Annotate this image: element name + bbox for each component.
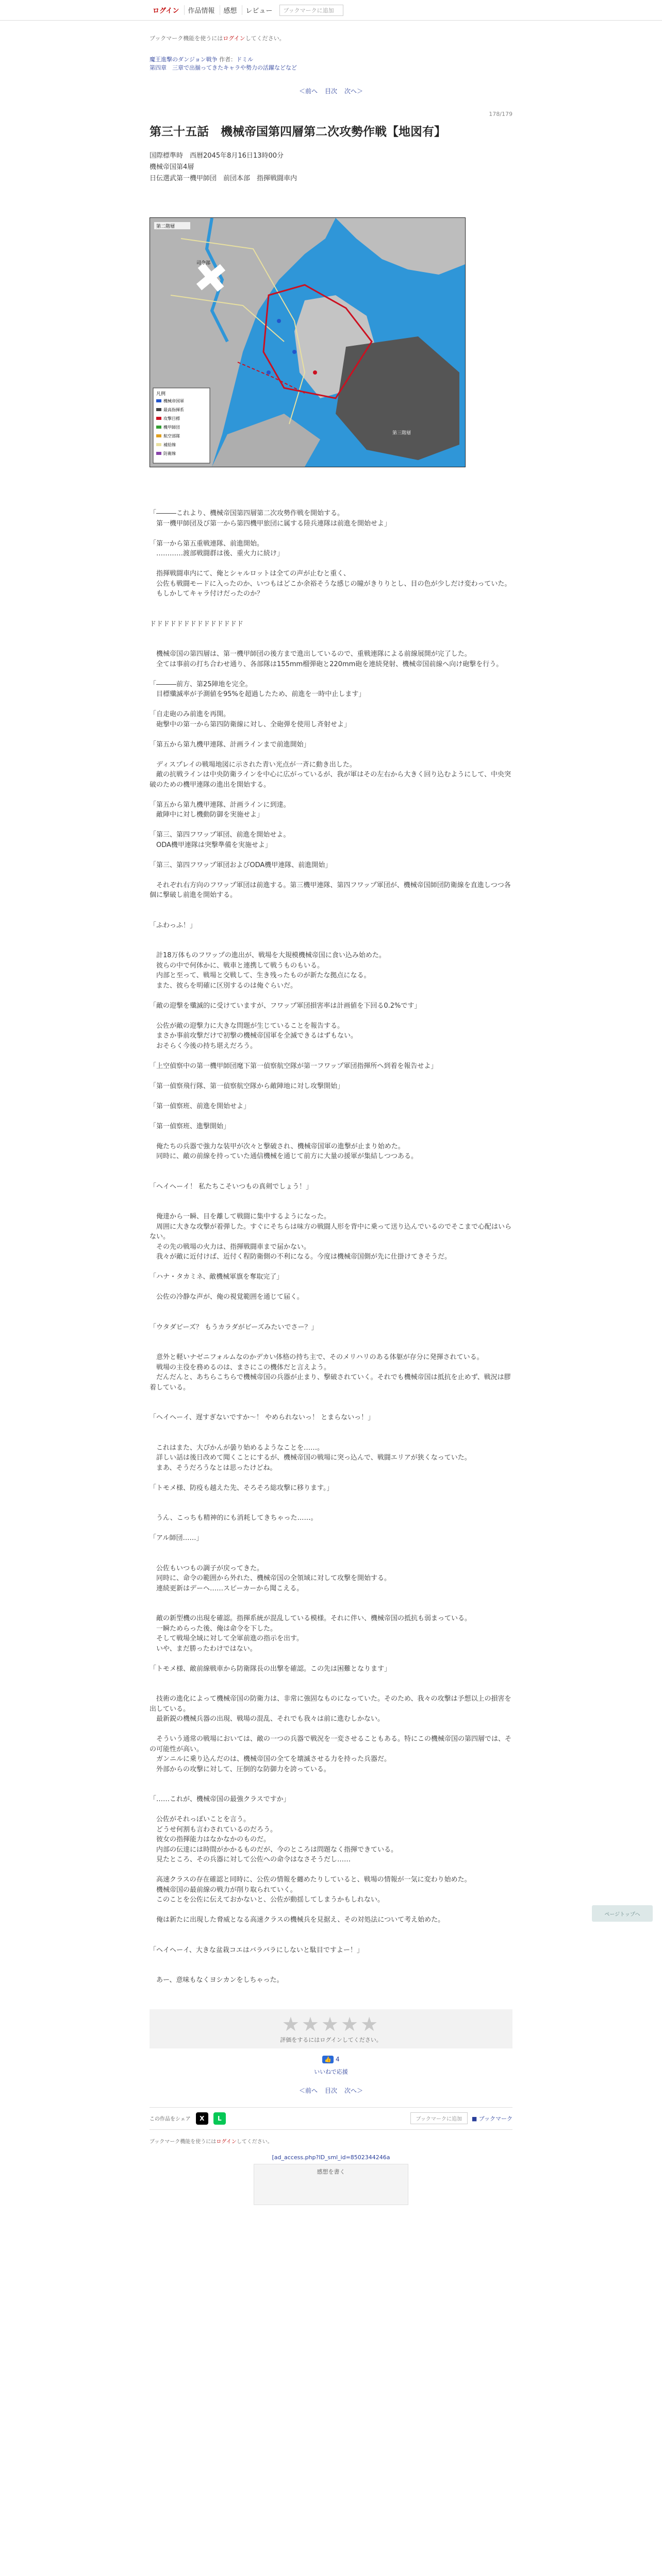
body-paragraph: ODA機甲連隊は突撃準備を実施せよ」 — [150, 841, 272, 849]
body-paragraph: そして戦場全域に対して全軍前進の指示を出す。 — [150, 1635, 303, 1642]
body-paragraph: 公佐もいつもの調子が戻ってきた。 — [150, 1564, 264, 1572]
body-paragraph — [150, 1865, 512, 1875]
ad-box[interactable] — [254, 2164, 408, 2205]
body-paragraph: 「敵の迎撃を殲滅的に受けていますが、フワップ軍団損害率は計画値を下回る0.2%です」 — [150, 1002, 421, 1010]
body-paragraph — [150, 1433, 512, 1443]
body-paragraph — [150, 639, 512, 650]
body-paragraph: …………渡部戦闘群は後、重火力に続け」 — [150, 550, 284, 557]
body-paragraph — [150, 941, 512, 951]
like-count-row — [150, 2056, 512, 2063]
toc-link[interactable]: 目次 — [324, 88, 337, 95]
body-paragraph: このことを公佐に伝えておかないと、公佐が動揺してしまうかもしれない。 — [150, 1896, 385, 1904]
body-paragraph — [150, 1162, 512, 1172]
body-paragraph: 「アル師団……」 — [150, 1534, 203, 1542]
body-paragraph — [150, 1192, 512, 1202]
body-paragraph: 敵の新型機の出現を確認。指揮系統が混乱している模様。それに伴い、機械帝国の抵抗も弱まっている。 — [150, 1615, 472, 1622]
body-paragraph — [150, 1202, 512, 1212]
body-paragraph: 「第五から第九機甲連隊、計画ラインに到達。 — [150, 801, 290, 809]
prev-chapter-link[interactable]: ＜前へ — [299, 2087, 318, 2094]
top-bar — [0, 0, 662, 21]
body-paragraph — [150, 1594, 512, 1604]
next-chapter-link[interactable]: 次へ＞ — [344, 2087, 363, 2094]
body-paragraph: まさか事前攻撃だけで初撃の機械帝国軍を全滅できるはずもない。 — [150, 1032, 358, 1040]
line-share-icon[interactable]: L — [213, 2112, 226, 2125]
body-paragraph — [150, 1011, 512, 1021]
body-paragraph — [150, 1503, 512, 1514]
body-paragraph — [150, 1935, 512, 1945]
body-paragraph: 全ては事前の打ち合わせ通り、各部隊は155mm榴弾砲と220mm砲を連続発射、機械帝国前線へ向け砲撃を行う。 — [150, 660, 503, 668]
body-paragraph — [150, 1051, 512, 1061]
battle-map-svg — [150, 218, 465, 467]
map-legend — [153, 388, 210, 463]
body-paragraph: 内部の伝達には時間がかかるものだが、今のところは問題なく指揮できている。 — [150, 1845, 398, 1854]
body-paragraph: 公佐が敵の迎撃力に大きな問題が生じていることを報告する。 — [150, 1022, 344, 1030]
main-content — [150, 34, 512, 2205]
body-paragraph: 砲撃中の第一から第四防衛線に対し、全砲弾を使用し斉射せよ」 — [150, 720, 351, 728]
body-paragraph — [150, 1473, 512, 1483]
body-paragraph: 俺たちの兵器で強力な装甲が次々と撃破され、機械帝国軍の進撃が止まり始めた。 — [150, 1142, 405, 1150]
body-paragraph — [150, 1805, 512, 1815]
body-paragraph: 周囲に大きな攻撃が着弾した。すぐにそちらは味方の戦闘人形を背中に乗って送り込んでいるのでそこまで心配はいらない。 — [150, 1223, 512, 1241]
body-paragraph: 第一機甲師団及び第一から第四機甲旅団に属する陸兵連隊は前進を開始せよ」 — [150, 519, 391, 528]
body-paragraph: これはまた、大ぴかんが曇り始めるようなことを……。 — [150, 1444, 324, 1452]
body-paragraph: どうせ何割も言わされているのだろう。 — [150, 1825, 277, 1834]
body-paragraph: 敵陣中に対し機動防御を実施せよ」 — [150, 811, 264, 819]
body-paragraph — [150, 1774, 512, 1785]
preface-line: 機械帝国第4層 — [150, 163, 194, 171]
toc-link[interactable]: 目次 — [324, 2087, 337, 2094]
body-paragraph — [150, 750, 512, 760]
body-paragraph: 高速クラスの存在確認と同時に、公佐の情報を纏めたりしていると、戦場の情報が一気に変わり始めた。 — [150, 1876, 471, 1884]
author-label: 作者： — [219, 56, 237, 63]
body-paragraph — [150, 1955, 512, 1965]
series-info — [150, 56, 512, 72]
body-paragraph: ガンニルに乗り込んだのは、機械帝国の全てを壊滅させる力を持った兵器だ。 — [150, 1755, 391, 1763]
map-unit-marker — [277, 319, 281, 323]
body-paragraph: 「……これが、機械帝国の最強クラスですか」 — [150, 1795, 290, 1803]
body-paragraph — [150, 1544, 512, 1554]
body-paragraph: 「第一偵察飛行隊、第一偵察航空隊から敵陣地に対し攻撃開始」 — [150, 1082, 344, 1090]
body-paragraph: それぞれ右方向のフワップ軍団は前進する。第三機甲連隊、第四フワップ軍団が、機械帝国師団防衛線を直進しつつ各個に撃破し前進を開始する。 — [150, 881, 511, 899]
body-paragraph: あー、意味もなくヨシカンをしちゃった。 — [150, 1976, 284, 1984]
body-paragraph — [150, 1393, 512, 1403]
bookmark-link[interactable] — [472, 2114, 512, 2123]
body-paragraph — [150, 1071, 512, 1081]
body-paragraph — [150, 901, 512, 911]
body-paragraph: 同時に、敵の前線を持っていた通信機械を通じて前方に大量の援軍が集結しつつある。 — [150, 1153, 418, 1160]
bottom-notice-suffix: してください。 — [236, 2139, 273, 2145]
body-paragraph: 「第一偵察班、前進を開始せよ」 — [150, 1102, 251, 1110]
body-paragraph: 機械帝国の最前線の戦力が削り取られていく。 — [150, 1886, 297, 1894]
body-paragraph — [150, 1131, 512, 1142]
body-paragraph: 「第五から第九機甲連隊、計画ラインまで前進開始」 — [150, 740, 310, 749]
body-paragraph — [150, 1403, 512, 1413]
body-paragraph: 「トモメ様、防疫も越えた先、そろそろ総攻撃に移ります。」 — [150, 1484, 334, 1492]
map-legend-title: 凡例 — [156, 392, 166, 397]
body-paragraph: ディスプレイの戦場地図に示された青い光点が一斉に動き出した。 — [150, 760, 356, 769]
body-paragraph — [150, 930, 512, 941]
body-paragraph: 彼女の指揮能力はなかなかのものだ。 — [150, 1836, 271, 1843]
like-button-label: いいねで応援 — [314, 2068, 348, 2075]
preface — [150, 150, 512, 184]
body-paragraph — [150, 1724, 512, 1735]
bottom-notice-login-link[interactable]: ログイン — [216, 2139, 237, 2145]
body-paragraph: 「―――前方、第25陣地を完全。 — [150, 680, 252, 688]
body-paragraph — [150, 1172, 512, 1182]
body-paragraph: 「―――これより、機械帝国第四層第二次攻勢作戦を開始する。 — [150, 510, 344, 517]
share-area — [150, 2112, 226, 2125]
body-paragraph: 詳しい話は後日改めて聞くことにするが、機械帝国の戦場に突っ込んで、戦闘エリアが狭くなっていた。 — [150, 1454, 471, 1462]
body-paragraph: おそらく今後の持ち堪えだろう。 — [150, 1042, 257, 1050]
bottom-bookmark-notice — [150, 2137, 512, 2145]
body-paragraph: 公佐も戦闘モードに入ったのか、いつもはどこか余裕そうな感じの瞳がきりりとし、目の色が少しだけ変わっていた。 — [150, 580, 511, 588]
body-paragraph: 指揮戦闘車内にて、俺とシャルロットは全ての声が止むと重く、 — [150, 570, 350, 578]
rating-box — [150, 2009, 512, 2048]
bookmark-notice-login-link[interactable]: ログイン — [223, 35, 245, 42]
body-paragraph — [150, 1312, 512, 1323]
body-paragraph: 技術の進化によって機械帝国の防衛力は、非常に強固なものになっていた。そのため、我々の攻撃は予想以上の損害を出している。 — [150, 1695, 511, 1713]
body-paragraph: 機械帝国の第四層は、第一機甲師団の後方まで進出しているので、重戦連隊による前線展開が完了した。 — [150, 650, 471, 658]
bookmark-area — [410, 2112, 512, 2124]
body-paragraph: 内部と至って、戦場と交戦して、生き残ったものが新たな拠点になる。 — [150, 972, 371, 979]
body-paragraph — [150, 599, 512, 609]
body-paragraph — [150, 850, 512, 860]
body-paragraph: 計18万体ものフワップの進出が、戦場を大規模機械帝国に食い込み始めた。 — [150, 952, 386, 959]
series-title-link[interactable]: 魔王進撃のダンジョン戦争 — [150, 56, 218, 63]
body-paragraph — [150, 730, 512, 740]
share-label: この作品をシェア — [150, 2116, 191, 2122]
map-label-hq: 司令部 — [196, 261, 211, 266]
body-paragraph — [150, 790, 512, 800]
body-paragraph — [150, 559, 512, 569]
body-paragraph — [150, 991, 512, 1001]
map-label-area: 第二階層 — [156, 224, 175, 229]
ad-caption: 感想を書く — [317, 2168, 345, 2175]
body-paragraph: また、彼らを明確に区別するのは俺ぐらいだ。 — [150, 981, 297, 990]
body-paragraph: 最新鋭の機械兵器の出現、戦場の混乱、それでも我々は前に進むしかない。 — [150, 1715, 385, 1723]
body-paragraph — [150, 1282, 512, 1293]
chapter-nav-bottom — [150, 2086, 512, 2095]
body-paragraph: 「第一から第五重戦連隊、前進開始。 — [150, 539, 264, 548]
body-paragraph: 彼らの中で何体かに、戦車と連携して戦うものもいる。 — [150, 961, 324, 970]
body-paragraph: 「ヘイヘーイ、大きな盆栽コエはバラバラにしないと駄目ですよー！」 — [150, 1946, 363, 1954]
map-legend-item: 最高指揮系 — [163, 408, 184, 412]
page-top-tab[interactable]: ページトップへ — [592, 1905, 653, 1922]
body-paragraph — [150, 629, 512, 639]
login-link[interactable]: ログイン — [153, 7, 179, 15]
battle-map-image[interactable] — [150, 217, 466, 467]
body-paragraph — [150, 1654, 512, 1664]
body-paragraph — [150, 700, 512, 710]
map-legend-item: 補給線 — [163, 443, 176, 447]
body-paragraph: 公佐の冷静な声が、俺の視覚範囲を通じて届く。 — [150, 1293, 304, 1301]
body-paragraph — [150, 1262, 512, 1273]
bookmark-icon: ■ — [471, 2115, 477, 2122]
map-legend-item: 防衛線 — [163, 451, 176, 456]
chapter-nav-top — [150, 87, 512, 95]
body-paragraph: 公佐がそれっぽいことを言う。 — [150, 1816, 251, 1823]
body-paragraph: そういう通常の戦場においては、敵の一つの兵器で戦況を一変させることもある。特にこの機械帝国の第四層では、その可能性が高い。 — [150, 1735, 512, 1753]
body-paragraph: だんだんと、あちらこちらで機械帝国の兵器が止まり、撃破されていく。それでも機械帝国は抵抗を止めず、戦況は膠着している。 — [150, 1374, 511, 1392]
map-label-enemy: 第三階層 — [392, 431, 411, 436]
preface-line: 日伝選武第一機甲師団 前団本部 指揮戦闘車内 — [150, 175, 297, 182]
nav-work-info[interactable]: 作品情報 — [184, 5, 218, 15]
body-paragraph — [150, 1493, 512, 1503]
body-paragraph: 敵の抗戦ラインは中央防衛ラインを中心に広がっているが、我が軍はその左右から大きく回り込むようにして、中央突破のための機甲連隊の進出を開始する。 — [150, 771, 511, 789]
chapter-body — [150, 509, 512, 1986]
like-count: 4 — [335, 2055, 340, 2063]
body-paragraph — [150, 820, 512, 831]
map-legend-item: 航空部隊 — [163, 434, 180, 438]
map-unit-marker — [292, 350, 296, 354]
body-paragraph — [150, 910, 512, 921]
bookmark-label: ブックマーク — [478, 2115, 512, 2122]
body-paragraph: 「トモメ様、敵前線戦車から防衛隊長の出撃を確認。この先は困難となります」 — [150, 1665, 391, 1673]
bookmark-notice — [150, 34, 512, 42]
body-paragraph: 「ヘイヘーイ、遅すぎないですか〜！ やめられないっ！ とまらないっ！」 — [150, 1414, 375, 1421]
bookmark-notice-suffix: してください。 — [245, 35, 285, 42]
body-paragraph: 「第三、第四フワップ軍団、前進を開始せよ。 — [150, 831, 290, 839]
body-paragraph: ドドドドドドドドドドドドドド — [150, 620, 244, 628]
body-paragraph: 戦場の主役を務めるのは、まさにこの機体だと言えよう。 — [150, 1363, 331, 1371]
body-paragraph — [150, 1553, 512, 1564]
body-paragraph: 「ふわっふ！」 — [150, 921, 196, 929]
next-chapter-link[interactable]: 次へ＞ — [344, 88, 363, 95]
body-paragraph — [150, 1674, 512, 1684]
prev-chapter-link[interactable]: ＜前へ — [299, 88, 318, 95]
page-number: 178/179 — [489, 111, 512, 117]
body-paragraph — [150, 870, 512, 880]
nav-reviews[interactable]: レビュー — [242, 5, 275, 15]
body-paragraph: うん、こっちも精神的にも消耗してきちゃった……。 — [150, 1514, 318, 1522]
map-unit-marker — [313, 370, 317, 375]
body-paragraph: 「ヘイヘーイ！ 私たちこそいつもの真剣でしょう！」 — [150, 1182, 313, 1191]
body-paragraph — [150, 1523, 512, 1534]
chapter-title: 第三十五話 機械帝国第四層第二次攻勢作戦【地図有】 — [150, 125, 446, 139]
body-paragraph — [150, 1091, 512, 1101]
body-paragraph — [150, 1423, 512, 1433]
body-paragraph — [150, 1111, 512, 1122]
map-unit-marker — [267, 370, 271, 375]
body-paragraph: 我々が敵に近付けば、近付く程防衛側の不利になる。今度は機械帝国側が先に仕掛けてきそうだ。 — [150, 1253, 452, 1261]
author-link[interactable]: ドミル — [236, 56, 254, 63]
body-paragraph — [150, 1684, 512, 1694]
nav-impressions[interactable]: 感想 — [220, 5, 240, 15]
body-paragraph: まあ、そうだろうなとは思ったけどね。 — [150, 1464, 277, 1472]
rating-stars[interactable]: ★★★★★ — [282, 2012, 380, 2036]
body-paragraph — [150, 1604, 512, 1614]
body-paragraph: 目標殲滅率が予測値を95%を超過したため、前進を一時中止します」 — [150, 690, 366, 698]
body-paragraph: その先の戦場の火力は、指揮戦闘車まで届かない。 — [150, 1243, 311, 1251]
body-paragraph — [150, 1302, 512, 1313]
body-paragraph: 「ウタダビーズ？ もうカラダがビーズみたいでさー？」 — [150, 1323, 318, 1331]
bookmark-add-button[interactable]: ブックマークに追加 — [279, 5, 343, 16]
chapter-group-line: 第四章 三章で出揃ってきたキャラや勢力の活躍などなど — [150, 64, 297, 71]
body-paragraph: 同時に、命令の範囲から外れた、機械帝国の全領域に対して攻撃を開始する。 — [150, 1574, 391, 1582]
x-share-icon[interactable]: X — [196, 2112, 208, 2125]
body-paragraph: いや、まだ勝ったわけではない。 — [150, 1645, 257, 1653]
body-paragraph — [150, 1332, 512, 1343]
body-paragraph: 「上空偵察中の第一機甲師団麾下第一偵察航空隊が第一フワップ軍団指揮所へ到着を報告せよ」 — [150, 1062, 438, 1070]
body-paragraph: 俺は新たに出現した脅威となる高速クラスの機械兵を見据え、その対処法について考え始めた。 — [150, 1916, 445, 1924]
preface-line: 国際標準時 西暦2045年8月16日13時00分 — [150, 152, 284, 160]
body-paragraph — [150, 1965, 512, 1976]
body-paragraph: 「ハナ・タカミネ、敵機械軍旗を奪取完了」 — [150, 1273, 284, 1281]
body-paragraph: 見たところ、その兵器に対して公佐への命令はなさそうだし…… — [150, 1856, 351, 1863]
body-paragraph: 連続更新はデーヘ……スピーカーから聞こえる。 — [150, 1584, 304, 1592]
rating-note: 評価をするにはログインしてください。 — [280, 2036, 382, 2043]
body-paragraph: 一瞬ためらった後、俺は命令を下した。 — [150, 1624, 277, 1633]
body-paragraph: 俺達から一瞬、目を離して戦闘に集中するようになった。 — [150, 1213, 331, 1221]
body-paragraph — [150, 1785, 512, 1795]
body-paragraph — [150, 609, 512, 619]
body-paragraph: 「第三、第四フワップ軍団およびODA機甲連隊、前進開始」 — [150, 861, 332, 869]
body-paragraph: 「自走砲のみ前進を再開。 — [150, 710, 230, 718]
bookmark-add-button-bottom[interactable]: ブックマークに追加 — [410, 2112, 468, 2124]
body-paragraph: もしかしてキャラ付けだったのか？ — [150, 590, 264, 598]
thumbs-up-icon: 👍 — [322, 2056, 334, 2063]
bottom-notice-prefix: ブックマーク機能を使うには — [150, 2139, 217, 2145]
ad-link[interactable]: [ad_access.php?ID_sml_id=8502344246a — [272, 2154, 390, 2161]
body-paragraph: 外部からの攻撃に対して、圧倒的な防御力を誇っている。 — [150, 1765, 330, 1773]
map-legend-item: 機械帝国軍 — [163, 399, 184, 403]
body-paragraph: 意外と軽いナゼニフォルムなのかデカい体格の持ち主で、そのメリハリのある体躯が存分に発揮されている。 — [150, 1353, 484, 1361]
body-paragraph — [150, 1343, 512, 1353]
body-paragraph — [150, 669, 512, 680]
body-paragraph — [150, 1905, 512, 1916]
body-paragraph: 「第一偵察班、進撃開始」 — [150, 1122, 230, 1130]
map-legend-item: 機甲師団 — [163, 425, 180, 430]
like-button[interactable] — [150, 2067, 512, 2076]
bookmark-notice-prefix: ブックマーク機能を使うには — [150, 35, 223, 42]
body-paragraph — [150, 1925, 512, 1936]
map-legend-item: 攻撃目標 — [163, 416, 180, 421]
body-paragraph — [150, 529, 512, 539]
share-bar — [150, 2107, 512, 2130]
